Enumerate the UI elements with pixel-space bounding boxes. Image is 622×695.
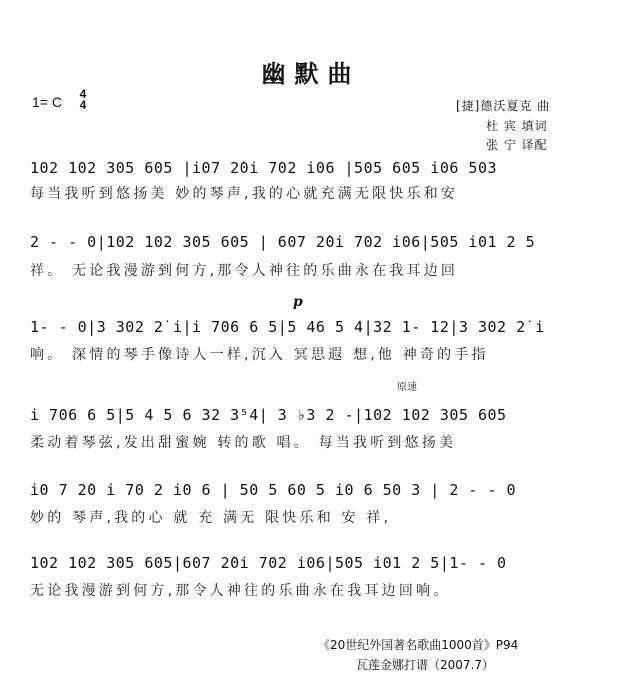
notation: 1- - 0|3 302 2̇ i|i 706 6 5|5 46 5 4|32 1- 12|3 302 2̇ i — [30, 318, 545, 336]
time-signature — [76, 89, 90, 111]
score-line-6 — [30, 551, 586, 575]
lyrics-line-1: 每当我听到悠扬美 妙的琴声,我的心就充满无限快乐和安 — [30, 186, 459, 202]
lyrics-line-5: 妙的 琴声,我的心 就 充 满无 限快乐和 安 祥, — [30, 510, 392, 526]
notation: 102 102 305 605|607 2̇0i 702 i06|505 i01 2 5|1- - 0 — [30, 554, 507, 572]
score-line-2 — [30, 230, 586, 254]
notation: i 706 6 5|5 4 5 6 32 3⁵4| 3 ♭3 2 -|102 102 305 605 — [30, 406, 507, 424]
lyrics-line-3: 响。 深情的琴手像诗人一样,沉入 冥思遐 想,他 神奇的手指 — [30, 347, 489, 363]
song-title: 幽默曲 — [261, 59, 361, 88]
score-line-1 — [30, 156, 586, 180]
lyricist-credit: 杜 宾 填词 — [486, 119, 548, 133]
score-line-5 — [30, 478, 586, 502]
time-signature-top: 4 — [79, 87, 87, 101]
score-line-3 — [30, 315, 586, 339]
lyrics-line-4: 柔动着琴弦,发出甜蜜婉 转的歌 唱。 每当我听到悠扬美 — [30, 435, 457, 451]
lyrics-line-6: 无论我漫游到何方,那令人神往的乐曲永在我耳边回响。 — [30, 583, 451, 599]
source-citation: 《20世纪外国著名歌曲1000首》P94 — [318, 638, 519, 652]
composer-credit: [捷]德沃夏克 曲 — [456, 99, 551, 113]
lyrics-line-2: 祥。 无论我漫游到何方,那令人神往的乐曲永在我耳边回 — [30, 263, 459, 279]
dynamic-mark: p — [293, 294, 303, 310]
notation: i0 7 2̇0 i 70 2 i0 6 | 50 5 60 5 i0 6 50 3 | 2 - - 0 — [30, 481, 517, 499]
arranger-credit: 张 宁 译配 — [486, 138, 548, 152]
key-signature: 1= C — [32, 94, 62, 110]
tempo-mark: 原速 — [397, 382, 417, 393]
score-line-4 — [30, 403, 586, 427]
transcriber-note: 瓦莲金娜打谱（2007.7） — [356, 658, 494, 672]
notation: 2 - - 0|102 102 305 605 | 607 2̇0i 702 i06|505 i01 2 5 — [30, 233, 536, 251]
time-signature-bottom: 4 — [79, 98, 87, 112]
notation: 102 102 305 605 |i07 2̇0i 702 i06 |505 605 i06 503 — [30, 159, 498, 177]
